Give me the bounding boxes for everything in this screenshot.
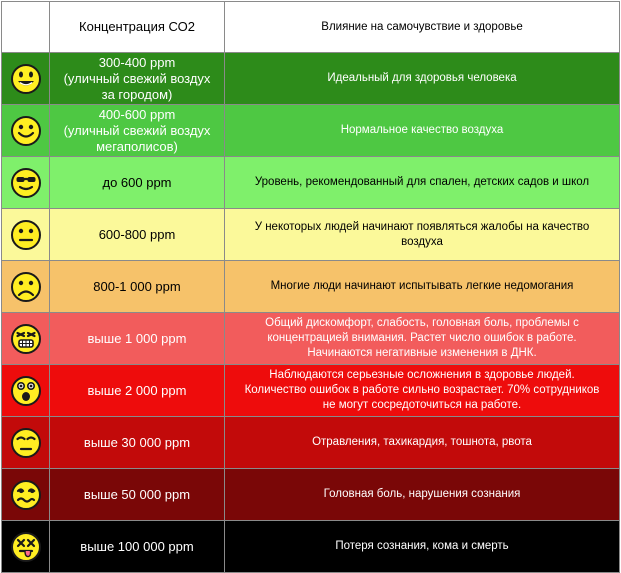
effect-line: Уровень, рекомендованный для спален, детских садов и школ (254, 176, 590, 188)
effect-line: Начинаются негативные изменения в ДНК. (307, 347, 537, 359)
concentration-line: выше 100 000 ppm (80, 538, 194, 554)
concentration-line: выше 2 000 ppm (87, 382, 187, 398)
effect-line: Наблюдаются серьезные осложнения в здоровье людей. (269, 369, 575, 381)
concentration-line: (уличный свежий воздух (63, 122, 211, 138)
header-row (2, 2, 620, 53)
face-cell (2, 365, 50, 417)
effect-cell (225, 469, 620, 521)
smiling-smiley-icon (10, 115, 42, 147)
effect-cell (225, 105, 620, 157)
effect-cell (225, 261, 620, 313)
effect-line: концентрацией внимания. Растет число ошибок в работе. (267, 332, 577, 344)
table-row (2, 105, 620, 157)
concentration-line: до 600 ppm (102, 174, 172, 190)
header-effect: Влияние на самочувствие и здоровье (225, 2, 620, 53)
effect-line: Головная боль, нарушения сознания (323, 488, 521, 500)
table-row (2, 157, 620, 209)
concentration-cell (50, 105, 225, 157)
concentration-line: выше 50 000 ppm (83, 486, 191, 502)
sad-smiley-icon (10, 271, 42, 303)
dead-smiley-icon (10, 531, 42, 563)
effect-line: Общий дискомфорт, слабость, головная боль, проблемы с (265, 317, 579, 329)
face-cell (2, 469, 50, 521)
sick-smiley-icon (10, 427, 42, 459)
concentration-cell (50, 469, 225, 521)
happy-smiley-icon (10, 63, 42, 95)
concentration-line: 600-800 ppm (98, 226, 176, 242)
effect-cell (225, 209, 620, 261)
face-cell (2, 105, 50, 157)
face-cell (2, 313, 50, 365)
header-concentration: Концентрация СО2 (50, 2, 225, 53)
effect-line: Идеальный для здоровья человека (327, 72, 517, 84)
table-row (2, 521, 620, 573)
effect-line: Потеря сознания, кома и смерть (335, 540, 509, 552)
concentration-cell (50, 157, 225, 209)
face-cell (2, 417, 50, 469)
concentration-line: за городом) (101, 86, 173, 102)
face-cell (2, 261, 50, 313)
concentration-line: 800-1 000 ppm (93, 278, 181, 294)
concentration-line: выше 30 000 ppm (83, 434, 191, 450)
table-row (2, 469, 620, 521)
table-row (2, 313, 620, 365)
effect-line: У некоторых людей начинают появляться жалобы на качество (254, 220, 590, 233)
concentration-line: мегаполисов) (96, 138, 178, 154)
face-cell (2, 157, 50, 209)
effect-line: Отравления, тахикардия, тошнота, рвота (312, 436, 532, 448)
dizzy-smiley-icon (10, 479, 42, 511)
concentration-cell (50, 521, 225, 573)
table-row (2, 417, 620, 469)
concentration-cell (50, 417, 225, 469)
table-row (2, 261, 620, 313)
effect-cell (225, 53, 620, 105)
effect-line: Многие люди начинают испытывать легкие недомогания (270, 280, 574, 292)
sunglasses-smiley-icon (10, 167, 42, 199)
concentration-cell (50, 313, 225, 365)
header-face-cell (2, 2, 50, 53)
concentration-line: 300-400 ppm (98, 54, 176, 70)
effect-line: Количество ошибок в работе сильно возрастает. 70% сотрудников (244, 384, 600, 396)
effect-cell (225, 521, 620, 573)
concentration-line: (уличный свежий воздух (63, 70, 211, 86)
crying-smiley-icon (10, 323, 42, 355)
shocked-smiley-icon (10, 375, 42, 407)
face-cell (2, 209, 50, 261)
concentration-cell (50, 209, 225, 261)
concentration-cell (50, 261, 225, 313)
concentration-line: 400-600 ppm (98, 106, 176, 122)
effect-line: не могут сосредоточиться на работе. (322, 399, 522, 411)
effect-line: Нормальное качество воздуха (340, 124, 504, 136)
table-row (2, 365, 620, 417)
effect-line: воздуха (401, 235, 443, 248)
table-row (2, 53, 620, 105)
effect-cell (225, 157, 620, 209)
effect-cell (225, 417, 620, 469)
concentration-cell (50, 365, 225, 417)
table-row (2, 209, 620, 261)
co2-effects-table (1, 1, 620, 573)
effect-cell (225, 365, 620, 417)
concentration-line: выше 1 000 ppm (87, 330, 187, 346)
concentration-cell (50, 53, 225, 105)
face-cell (2, 53, 50, 105)
effect-cell (225, 313, 620, 365)
face-cell (2, 521, 50, 573)
neutral-smiley-icon (10, 219, 42, 251)
